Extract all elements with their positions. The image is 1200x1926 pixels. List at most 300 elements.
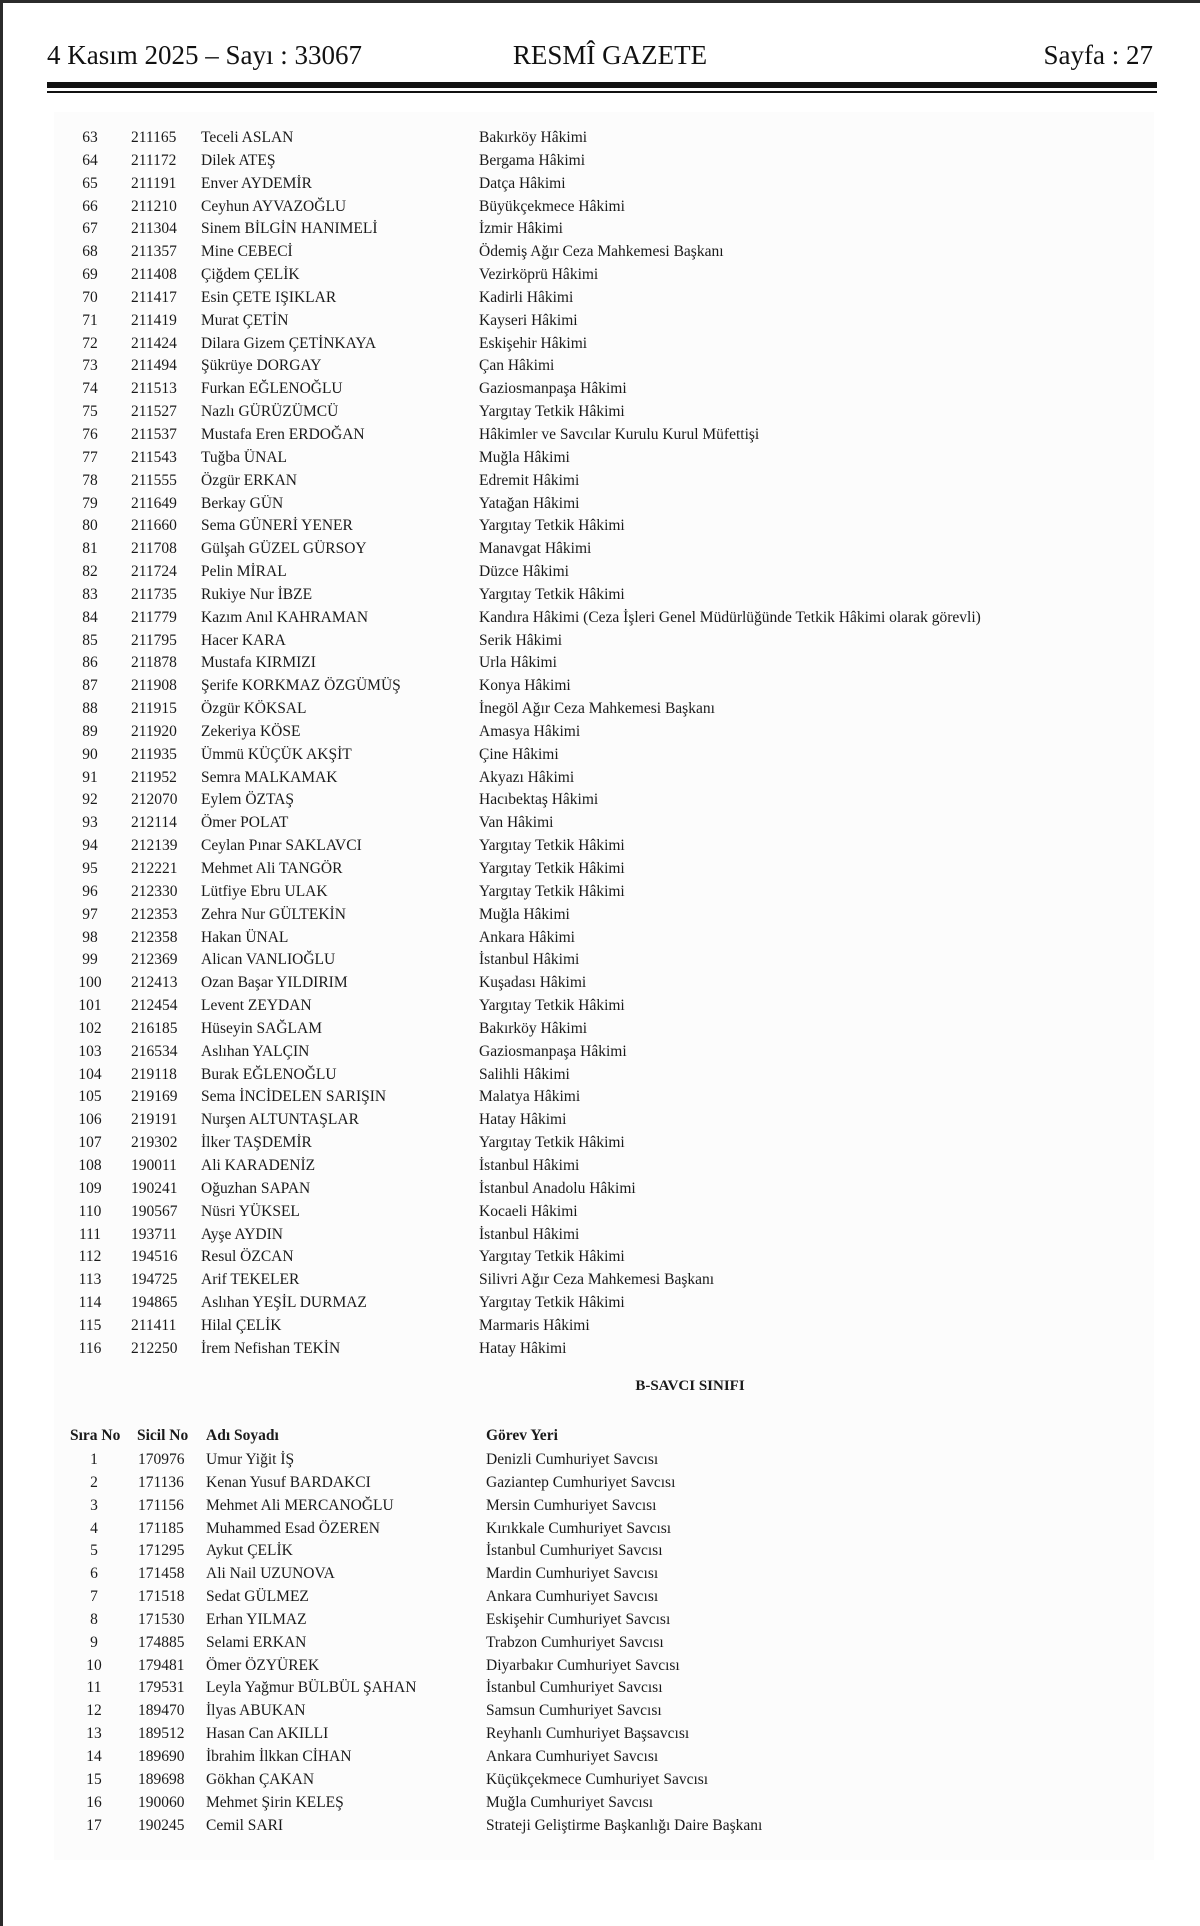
row-number: 110 bbox=[78, 1202, 102, 1220]
duty-station: Marmaris Hâkimi bbox=[479, 1316, 590, 1334]
col-header-name: Adı Soyadı bbox=[206, 1427, 279, 1444]
person-name: Mehmet Ali TANGÖR bbox=[201, 860, 343, 877]
table-row bbox=[0, 1632, 1200, 1655]
table-row bbox=[0, 493, 1200, 516]
table-row bbox=[0, 789, 1200, 812]
duty-station: Manavgat Hâkimi bbox=[479, 540, 592, 558]
table-row bbox=[0, 607, 1200, 630]
row-number: 107 bbox=[78, 1134, 102, 1152]
table-row bbox=[0, 1338, 1200, 1361]
person-name: Muhammed Esad ÖZEREN bbox=[206, 1519, 380, 1537]
person-name: Umur Yiğit İŞ bbox=[206, 1451, 295, 1468]
person-name: Gökhan ÇAKAN bbox=[206, 1770, 315, 1788]
row-number: 76 bbox=[82, 425, 98, 443]
duty-station: Ödemiş Ağır Ceza Mahkemesi Başkanı bbox=[479, 243, 724, 261]
person-name: Aykut ÇELİK bbox=[206, 1542, 293, 1560]
sicil-number: 211419 bbox=[131, 311, 177, 329]
col-header-sicil: Sicil No bbox=[137, 1427, 189, 1444]
sicil-number: 211527 bbox=[131, 403, 177, 421]
row-number: 81 bbox=[82, 540, 98, 558]
row-number: 115 bbox=[78, 1316, 102, 1334]
sicil-number: 211513 bbox=[131, 380, 177, 398]
sicil-number: 190060 bbox=[138, 1793, 185, 1811]
duty-station: Denizli Cumhuriyet Savcısı bbox=[486, 1451, 659, 1468]
sicil-number: 211920 bbox=[131, 722, 177, 740]
duty-station: Yargıtay Tetkik Hâkimi bbox=[479, 997, 625, 1015]
duty-station: Hacıbektaş Hâkimi bbox=[479, 791, 599, 809]
person-name: Hasan Can AKILLI bbox=[206, 1725, 329, 1743]
duty-station: Mersin Cumhuriyet Savcısı bbox=[486, 1496, 657, 1514]
table-row bbox=[0, 264, 1200, 287]
sicil-number: 212358 bbox=[131, 928, 178, 946]
person-name: Erhan YILMAZ bbox=[206, 1610, 307, 1628]
row-number: 69 bbox=[82, 266, 98, 284]
table-row bbox=[0, 721, 1200, 744]
row-number: 75 bbox=[82, 403, 98, 421]
table-row bbox=[0, 447, 1200, 470]
table-row bbox=[0, 333, 1200, 356]
person-name: Mustafa KIRMIZI bbox=[201, 654, 316, 672]
sicil-number: 211210 bbox=[131, 197, 177, 215]
row-number: 6 bbox=[90, 1565, 98, 1583]
sicil-number: 212353 bbox=[131, 905, 178, 923]
duty-station: İstanbul Hâkimi bbox=[479, 1156, 580, 1174]
sicil-number: 219191 bbox=[131, 1111, 178, 1129]
sicil-number: 219118 bbox=[131, 1065, 177, 1083]
table-row bbox=[0, 241, 1200, 264]
row-number: 16 bbox=[86, 1793, 102, 1811]
sicil-number: 211172 bbox=[131, 151, 177, 169]
row-number: 83 bbox=[82, 585, 98, 603]
person-name: Teceli ASLAN bbox=[201, 129, 294, 146]
table-row bbox=[0, 173, 1200, 196]
duty-station: Bakırköy Hâkimi bbox=[479, 129, 588, 146]
duty-station: Yargıtay Tetkik Hâkimi bbox=[479, 403, 625, 421]
table-row bbox=[0, 1540, 1200, 1563]
table-row bbox=[0, 1201, 1200, 1224]
duty-station: Malatya Hâkimi bbox=[479, 1088, 581, 1106]
person-name: Nazlı GÜRÜZÜMCÜ bbox=[201, 403, 339, 421]
person-name: Ömer ÖZYÜREK bbox=[206, 1656, 320, 1674]
sicil-number: 171156 bbox=[138, 1496, 184, 1514]
duty-station: Muğla Cumhuriyet Savcısı bbox=[486, 1793, 654, 1811]
row-number: 89 bbox=[82, 722, 98, 740]
table-row bbox=[0, 972, 1200, 995]
sicil-number: 194725 bbox=[131, 1271, 178, 1289]
row-number: 113 bbox=[78, 1271, 102, 1289]
row-number: 79 bbox=[82, 494, 98, 512]
table-row bbox=[0, 949, 1200, 972]
sicil-number: 211724 bbox=[131, 563, 177, 581]
person-name: Esin ÇETE IŞIKLAR bbox=[201, 288, 337, 306]
row-number: 88 bbox=[82, 700, 98, 718]
row-number: 4 bbox=[90, 1519, 98, 1537]
person-name: Levent ZEYDAN bbox=[201, 997, 312, 1015]
table-row bbox=[0, 287, 1200, 310]
row-number: 84 bbox=[82, 608, 98, 626]
section-title: B-SAVCI SINIFI bbox=[635, 1378, 745, 1394]
table-row bbox=[0, 310, 1200, 333]
row-number: 77 bbox=[82, 448, 98, 466]
row-number: 11 bbox=[86, 1679, 102, 1697]
row-number: 80 bbox=[82, 517, 98, 535]
duty-station: Yargıtay Tetkik Hâkimi bbox=[479, 837, 625, 855]
table-row bbox=[0, 1132, 1200, 1155]
row-number: 111 bbox=[78, 1225, 102, 1243]
row-number: 5 bbox=[90, 1542, 98, 1560]
col-header-place: Görev Yeri bbox=[486, 1427, 558, 1444]
row-number: 7 bbox=[90, 1588, 98, 1606]
duty-station: Ankara Hâkimi bbox=[479, 928, 575, 946]
duty-station: Akyazı Hâkimi bbox=[479, 768, 575, 786]
sicil-number: 211543 bbox=[131, 448, 177, 466]
row-number: 112 bbox=[78, 1248, 102, 1266]
person-name: Zehra Nur GÜLTEKİN bbox=[201, 905, 346, 923]
sicil-number: 171530 bbox=[138, 1610, 185, 1628]
row-number: 68 bbox=[82, 243, 98, 261]
col-header-no: Sıra No bbox=[70, 1427, 121, 1444]
table-row bbox=[0, 1746, 1200, 1769]
sicil-number: 190241 bbox=[131, 1179, 178, 1197]
table-row bbox=[0, 1563, 1200, 1586]
row-number: 65 bbox=[82, 174, 98, 192]
person-name: Burak EĞLENOĞLU bbox=[201, 1065, 337, 1083]
person-name: Lütfiye Ebru ULAK bbox=[201, 882, 328, 900]
row-number: 106 bbox=[78, 1111, 102, 1129]
person-name: İbrahim İlkkan CİHAN bbox=[206, 1747, 352, 1765]
row-number: 82 bbox=[82, 563, 98, 581]
duty-station: Hatay Hâkimi bbox=[479, 1111, 567, 1129]
row-number: 85 bbox=[82, 631, 98, 649]
row-number: 73 bbox=[82, 357, 98, 375]
table-row bbox=[0, 218, 1200, 241]
sicil-number: 212070 bbox=[131, 791, 178, 809]
gazette-title: RESMÎ GAZETE bbox=[512, 40, 708, 70]
person-name: Murat ÇETİN bbox=[201, 311, 289, 329]
table-row bbox=[0, 1700, 1200, 1723]
person-name: Ali KARADENİZ bbox=[201, 1156, 316, 1174]
sicil-number: 190567 bbox=[131, 1202, 178, 1220]
sicil-number: 211915 bbox=[131, 700, 177, 718]
sicil-number: 212221 bbox=[131, 860, 178, 877]
table-row bbox=[0, 1018, 1200, 1041]
sicil-number: 189690 bbox=[138, 1747, 185, 1765]
row-number: 100 bbox=[78, 974, 102, 992]
sicil-number: 194516 bbox=[131, 1248, 178, 1266]
duty-station: Reyhanlı Cumhuriyet Başsavcısı bbox=[486, 1725, 690, 1743]
duty-station: Hatay Hâkimi bbox=[479, 1339, 567, 1357]
sicil-number: 211304 bbox=[131, 220, 177, 238]
table-row bbox=[0, 470, 1200, 493]
sicil-number: 170976 bbox=[138, 1451, 185, 1468]
table-row bbox=[0, 127, 1200, 150]
duty-station: Yargıtay Tetkik Hâkimi bbox=[479, 1134, 625, 1152]
row-number: 104 bbox=[78, 1065, 102, 1083]
row-number: 99 bbox=[82, 951, 98, 969]
table-row bbox=[0, 630, 1200, 653]
person-name: Ümmü KÜÇÜK AKŞİT bbox=[201, 745, 352, 763]
table-row bbox=[0, 1449, 1200, 1472]
sicil-number: 211952 bbox=[131, 768, 177, 786]
sicil-number: 189470 bbox=[138, 1702, 185, 1720]
sicil-number: 212330 bbox=[131, 882, 178, 900]
judge-list bbox=[0, 127, 1200, 1361]
table-row bbox=[0, 835, 1200, 858]
duty-station: Yargıtay Tetkik Hâkimi bbox=[479, 882, 625, 900]
duty-station: Muğla Hâkimi bbox=[479, 905, 570, 923]
table-row bbox=[0, 1769, 1200, 1792]
sicil-number: 211908 bbox=[131, 677, 177, 695]
sicil-number: 211779 bbox=[131, 608, 177, 626]
person-name: Cemil SARI bbox=[206, 1816, 284, 1834]
person-name: Rukiye Nur İBZE bbox=[201, 585, 313, 603]
row-number: 2 bbox=[90, 1473, 98, 1491]
sicil-number: 211555 bbox=[131, 471, 177, 489]
sicil-number: 211660 bbox=[131, 517, 177, 535]
sicil-number: 189698 bbox=[138, 1770, 185, 1788]
row-number: 98 bbox=[82, 928, 98, 946]
sicil-number: 190245 bbox=[138, 1816, 185, 1834]
row-number: 74 bbox=[82, 380, 98, 398]
sicil-number: 212454 bbox=[131, 997, 178, 1015]
row-number: 103 bbox=[78, 1042, 102, 1060]
row-number: 13 bbox=[86, 1725, 102, 1743]
person-name: Furkan EĞLENOĞLU bbox=[201, 380, 343, 398]
table-row bbox=[0, 538, 1200, 561]
duty-station: Konya Hâkimi bbox=[479, 677, 571, 695]
sicil-number: 211878 bbox=[131, 654, 177, 672]
row-number: 3 bbox=[90, 1496, 98, 1514]
duty-station: Eskişehir Cumhuriyet Savcısı bbox=[486, 1610, 671, 1628]
person-name: Hilal ÇELİK bbox=[201, 1316, 282, 1334]
person-name: Dilara Gizem ÇETİNKAYA bbox=[201, 334, 377, 352]
duty-station: Kuşadası Hâkimi bbox=[479, 974, 587, 992]
sicil-number: 171295 bbox=[138, 1542, 185, 1560]
row-number: 114 bbox=[78, 1294, 102, 1312]
person-name: Ozan Başar YILDIRIM bbox=[201, 974, 348, 992]
person-name: Ömer POLAT bbox=[201, 814, 289, 832]
row-number: 71 bbox=[82, 311, 98, 329]
table-row bbox=[0, 1315, 1200, 1338]
table-row bbox=[0, 1109, 1200, 1132]
row-number: 87 bbox=[82, 677, 98, 695]
sicil-number: 219302 bbox=[131, 1134, 178, 1152]
person-name: Tuğba ÜNAL bbox=[201, 448, 287, 466]
duty-station: İnegöl Ağır Ceza Mahkemesi Başkanı bbox=[479, 700, 715, 718]
duty-station: Yatağan Hâkimi bbox=[479, 494, 580, 512]
sicil-number: 171185 bbox=[138, 1519, 184, 1537]
duty-station: Amasya Hâkimi bbox=[479, 722, 581, 740]
sicil-number: 211424 bbox=[131, 334, 177, 352]
person-name: Şerife KORKMAZ ÖZGÜMÜŞ bbox=[201, 677, 401, 695]
duty-station: İstanbul Cumhuriyet Savcısı bbox=[486, 1679, 663, 1697]
person-name: Dilek ATEŞ bbox=[201, 151, 276, 169]
sicil-number: 211935 bbox=[131, 745, 177, 763]
row-number: 14 bbox=[86, 1747, 102, 1765]
person-name: Alican VANLIOĞLU bbox=[201, 951, 336, 969]
table-row bbox=[0, 1815, 1200, 1838]
duty-station: Çine Hâkimi bbox=[479, 745, 559, 763]
table-row bbox=[0, 561, 1200, 584]
row-number: 96 bbox=[82, 882, 98, 900]
sicil-number: 193711 bbox=[131, 1225, 177, 1243]
person-name: Hacer KARA bbox=[201, 631, 286, 649]
table-row bbox=[0, 401, 1200, 424]
sicil-number: 211537 bbox=[131, 425, 177, 443]
table-row bbox=[0, 881, 1200, 904]
row-number: 93 bbox=[82, 814, 98, 832]
person-name: Aslıhan YEŞİL DURMAZ bbox=[201, 1294, 367, 1312]
sicil-number: 211494 bbox=[131, 357, 177, 375]
sicil-number: 212413 bbox=[131, 974, 178, 992]
row-number: 17 bbox=[86, 1816, 102, 1834]
table-row bbox=[0, 652, 1200, 675]
issue-date: 4 Kasım 2025 – Sayı : 33067 bbox=[47, 40, 362, 70]
table-row bbox=[0, 1495, 1200, 1518]
table-row bbox=[0, 1246, 1200, 1269]
sicil-number: 194865 bbox=[131, 1294, 178, 1312]
duty-station: Düzce Hâkimi bbox=[479, 563, 569, 581]
row-number: 66 bbox=[82, 197, 98, 215]
person-name: Zekeriya KÖSE bbox=[201, 722, 301, 740]
sicil-number: 211735 bbox=[131, 585, 177, 603]
sicil-number: 189512 bbox=[138, 1725, 185, 1743]
table-row bbox=[0, 1292, 1200, 1315]
person-name: Kazım Anıl KAHRAMAN bbox=[201, 608, 369, 626]
duty-station: Gaziosmanpaşa Hâkimi bbox=[479, 1042, 627, 1060]
person-name: Ayşe AYDIN bbox=[201, 1225, 283, 1243]
row-number: 109 bbox=[78, 1179, 102, 1197]
table-row bbox=[0, 1472, 1200, 1495]
duty-station: Büyükçekmece Hâkimi bbox=[479, 197, 625, 215]
sicil-number: 174885 bbox=[138, 1633, 185, 1651]
person-name: Oğuzhan SAPAN bbox=[201, 1179, 311, 1197]
person-name: Aslıhan YALÇIN bbox=[201, 1042, 310, 1060]
table-row bbox=[0, 858, 1200, 881]
sicil-number: 212250 bbox=[131, 1339, 178, 1357]
person-name: Hüseyin SAĞLAM bbox=[201, 1019, 322, 1037]
row-number: 91 bbox=[82, 768, 98, 786]
person-name: Resul ÖZCAN bbox=[201, 1248, 294, 1266]
table-row bbox=[0, 1269, 1200, 1292]
duty-station: Muğla Hâkimi bbox=[479, 448, 570, 466]
sicil-number: 190011 bbox=[131, 1156, 177, 1174]
duty-station: Eskişehir Hâkimi bbox=[479, 334, 588, 352]
table-row bbox=[0, 1677, 1200, 1700]
sicil-number: 211165 bbox=[131, 129, 177, 146]
duty-station: Gaziosmanpaşa Hâkimi bbox=[479, 380, 627, 398]
duty-station: Urla Hâkimi bbox=[479, 654, 557, 672]
table-row bbox=[0, 1655, 1200, 1678]
sicil-number: 212369 bbox=[131, 951, 178, 969]
person-name: Sedat GÜLMEZ bbox=[206, 1588, 309, 1606]
table-row bbox=[0, 1041, 1200, 1064]
duty-station: Kırıkkale Cumhuriyet Savcısı bbox=[486, 1519, 672, 1537]
row-number: 101 bbox=[78, 997, 102, 1015]
person-name: Özgür KÖKSAL bbox=[201, 700, 307, 718]
table-row bbox=[0, 1518, 1200, 1541]
person-name: Sinem BİLGİN HANIMELİ bbox=[201, 220, 378, 238]
table-row bbox=[0, 150, 1200, 173]
sicil-number: 171518 bbox=[138, 1588, 185, 1606]
duty-station: Serik Hâkimi bbox=[479, 631, 563, 649]
person-name: Ceylan Pınar SAKLAVCI bbox=[201, 837, 362, 855]
duty-station: Çan Hâkimi bbox=[479, 357, 555, 375]
duty-station: Trabzon Cumhuriyet Savcısı bbox=[486, 1633, 664, 1651]
row-number: 86 bbox=[82, 654, 98, 672]
person-name: İlyas ABUKAN bbox=[206, 1702, 306, 1720]
person-name: Hakan ÜNAL bbox=[201, 928, 289, 946]
person-name: Nurşen ALTUNTAŞLAR bbox=[201, 1111, 359, 1129]
duty-station: Diyarbakır Cumhuriyet Savcısı bbox=[486, 1656, 680, 1674]
table-row bbox=[0, 1792, 1200, 1815]
table-row bbox=[0, 767, 1200, 790]
table-row bbox=[0, 378, 1200, 401]
person-name: Leyla Yağmur BÜLBÜL ŞAHAN bbox=[206, 1679, 417, 1697]
person-name: Mehmet Ali MERCANOĞLU bbox=[206, 1496, 394, 1514]
row-number: 9 bbox=[90, 1633, 98, 1651]
sicil-number: 211408 bbox=[131, 266, 177, 284]
table-row bbox=[0, 1086, 1200, 1109]
table-row bbox=[0, 1178, 1200, 1201]
page-number: Sayfa : 27 bbox=[1043, 40, 1153, 70]
table-row bbox=[0, 355, 1200, 378]
person-name: Çiğdem ÇELİK bbox=[201, 266, 300, 284]
duty-station: Yargıtay Tetkik Hâkimi bbox=[479, 1294, 625, 1312]
sicil-number: 211191 bbox=[131, 174, 177, 192]
duty-station: Van Hâkimi bbox=[479, 814, 554, 832]
table-row bbox=[0, 1723, 1200, 1746]
page-header bbox=[47, 40, 1153, 80]
sicil-number: 219169 bbox=[131, 1088, 178, 1106]
duty-station: Yargıtay Tetkik Hâkimi bbox=[479, 1248, 625, 1266]
table-row bbox=[0, 995, 1200, 1018]
sicil-number: 212139 bbox=[131, 837, 178, 855]
sicil-number: 171458 bbox=[138, 1565, 185, 1583]
person-name: Nüsri YÜKSEL bbox=[201, 1202, 300, 1220]
person-name: Gülşah GÜZEL GÜRSOY bbox=[201, 540, 367, 558]
duty-station: Kayseri Hâkimi bbox=[479, 311, 578, 329]
row-number: 12 bbox=[86, 1702, 102, 1720]
duty-station: Yargıtay Tetkik Hâkimi bbox=[479, 860, 625, 877]
duty-station: Kadirli Hâkimi bbox=[479, 288, 574, 306]
person-name: İlker TAŞDEMİR bbox=[201, 1134, 312, 1152]
duty-station: Ankara Cumhuriyet Savcısı bbox=[486, 1588, 659, 1606]
row-number: 10 bbox=[86, 1656, 102, 1674]
duty-station: Kandıra Hâkimi (Ceza İşleri Genel Müdürlüğünde Tetkik Hâkimi olarak görevli) bbox=[479, 608, 981, 626]
row-number: 95 bbox=[82, 860, 98, 877]
person-name: Ali Nail UZUNOVA bbox=[206, 1565, 335, 1583]
duty-station: İstanbul Hâkimi bbox=[479, 951, 580, 969]
duty-station: Bakırköy Hâkimi bbox=[479, 1019, 588, 1037]
duty-station: Hâkimler ve Savcılar Kurulu Kurul Müfettişi bbox=[479, 425, 760, 443]
table-row bbox=[0, 904, 1200, 927]
person-name: Enver AYDEMİR bbox=[201, 174, 312, 192]
duty-station: Datça Hâkimi bbox=[479, 174, 566, 192]
sicil-number: 216185 bbox=[131, 1019, 178, 1037]
row-number: 72 bbox=[82, 334, 98, 352]
person-name: Ceyhun AYVAZOĞLU bbox=[201, 197, 347, 215]
table-row bbox=[0, 1609, 1200, 1632]
table-row bbox=[0, 515, 1200, 538]
table-row bbox=[0, 698, 1200, 721]
row-number: 97 bbox=[82, 905, 98, 923]
header-rule-thick bbox=[47, 82, 1157, 88]
sicil-number: 216534 bbox=[131, 1042, 178, 1060]
duty-station: Samsun Cumhuriyet Savcısı bbox=[486, 1702, 662, 1720]
person-name: Mehmet Şirin KELEŞ bbox=[206, 1793, 344, 1811]
row-number: 90 bbox=[82, 745, 98, 763]
